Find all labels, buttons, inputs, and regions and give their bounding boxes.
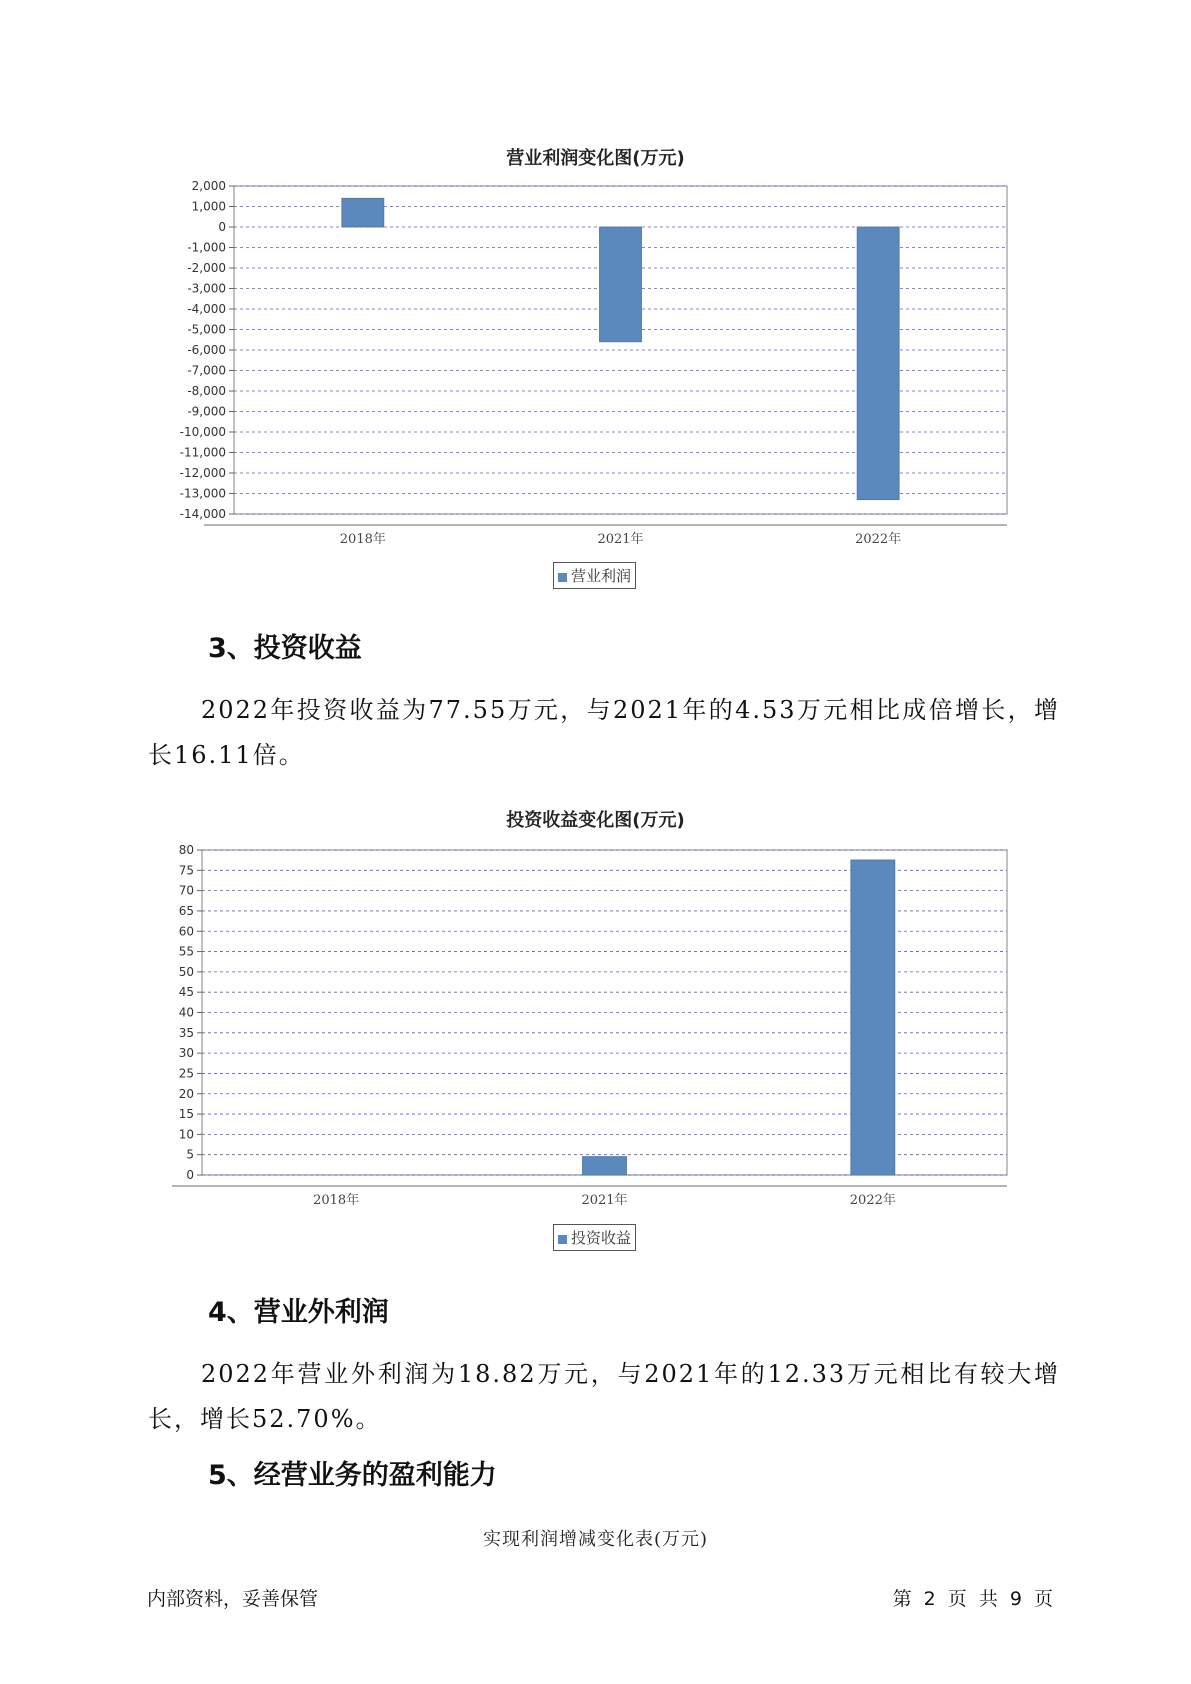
y-tick-label: -2,000 [187, 261, 226, 275]
y-tick-label: -10,000 [179, 425, 226, 439]
x-tick-label: 2022年 [849, 1193, 896, 1208]
legend-swatch-icon [558, 1235, 567, 1244]
table-caption: 实现利润增减变化表(万元) [482, 1529, 709, 1550]
y-tick-label: -4,000 [187, 302, 226, 316]
y-tick-label: 25 [178, 1066, 194, 1081]
y-tick-label: 40 [178, 1005, 194, 1020]
y-tick-label: -5,000 [187, 322, 226, 337]
y-tick-label: 65 [178, 903, 194, 918]
y-tick-label: 15 [178, 1107, 194, 1122]
y-tick-label: -3,000 [187, 281, 226, 296]
x-tick-label: 2021年 [581, 1193, 628, 1208]
y-tick-label: 50 [178, 964, 194, 979]
x-tick-label: 2018年 [313, 1193, 360, 1208]
y-tick-label: -1,000 [187, 240, 226, 255]
y-tick-label: 80 [178, 843, 194, 857]
y-tick-label: -13,000 [179, 486, 226, 501]
y-tick-label: 0 [218, 220, 226, 234]
chart2-title: 投资收益变化图(万元) [506, 810, 685, 831]
y-tick-label: 5 [186, 1147, 194, 1162]
x-tick-label: 2018年 [339, 532, 386, 547]
section4-heading: 4、营业外利润 [208, 1297, 389, 1328]
y-tick-label: 20 [178, 1086, 194, 1101]
chart1-title: 营业利润变化图(万元) [506, 148, 685, 169]
y-tick-label: 75 [178, 863, 194, 878]
y-tick-label: -6,000 [187, 343, 226, 357]
page-number: 第 2 页 共 9 页 [892, 1588, 1053, 1610]
bar [851, 860, 895, 1175]
y-tick-label: 35 [178, 1025, 194, 1040]
y-tick-label: 10 [178, 1127, 194, 1142]
y-tick-label: -7,000 [187, 363, 226, 378]
y-tick-label: 30 [178, 1046, 194, 1061]
section3-heading: 3、投资收益 [208, 633, 362, 664]
y-tick-label: -14,000 [179, 507, 226, 521]
section3-paragraph: 2022年投资收益为77.55万元，与2021年的4.53万元相比成倍增长，增长16.11倍。 [148, 696, 1060, 769]
y-tick-label: -12,000 [179, 466, 226, 480]
y-tick-label: 70 [178, 883, 194, 898]
chart2-legend [553, 1224, 636, 1251]
y-tick-label: 55 [178, 944, 194, 959]
section4-paragraph: 2022年营业外利润为18.82万元，与2021年的12.33万元相比有较大增长，增长52.70%。 [148, 1360, 1060, 1433]
x-tick-label: 2021年 [597, 532, 644, 547]
bar [583, 1157, 627, 1175]
y-tick-label: -8,000 [187, 384, 226, 398]
y-tick-label: -11,000 [179, 445, 226, 460]
x-tick-label: 2022年 [855, 532, 902, 547]
y-tick-label: 0 [186, 1168, 194, 1182]
y-tick-label: 60 [178, 924, 194, 939]
y-tick-label: 2,000 [191, 179, 226, 193]
y-tick-label: 45 [178, 985, 194, 1000]
y-tick-label: -9,000 [187, 404, 226, 419]
footer-confidential-note: 内部资料，妥善保管 [147, 1588, 319, 1610]
y-tick-label: 1,000 [191, 199, 226, 214]
chart2-legend-label: 投资收益 [571, 1229, 632, 1247]
chart1-legend-label: 营业利润 [571, 567, 632, 585]
section5-heading: 5、经营业务的盈利能力 [208, 1460, 497, 1491]
